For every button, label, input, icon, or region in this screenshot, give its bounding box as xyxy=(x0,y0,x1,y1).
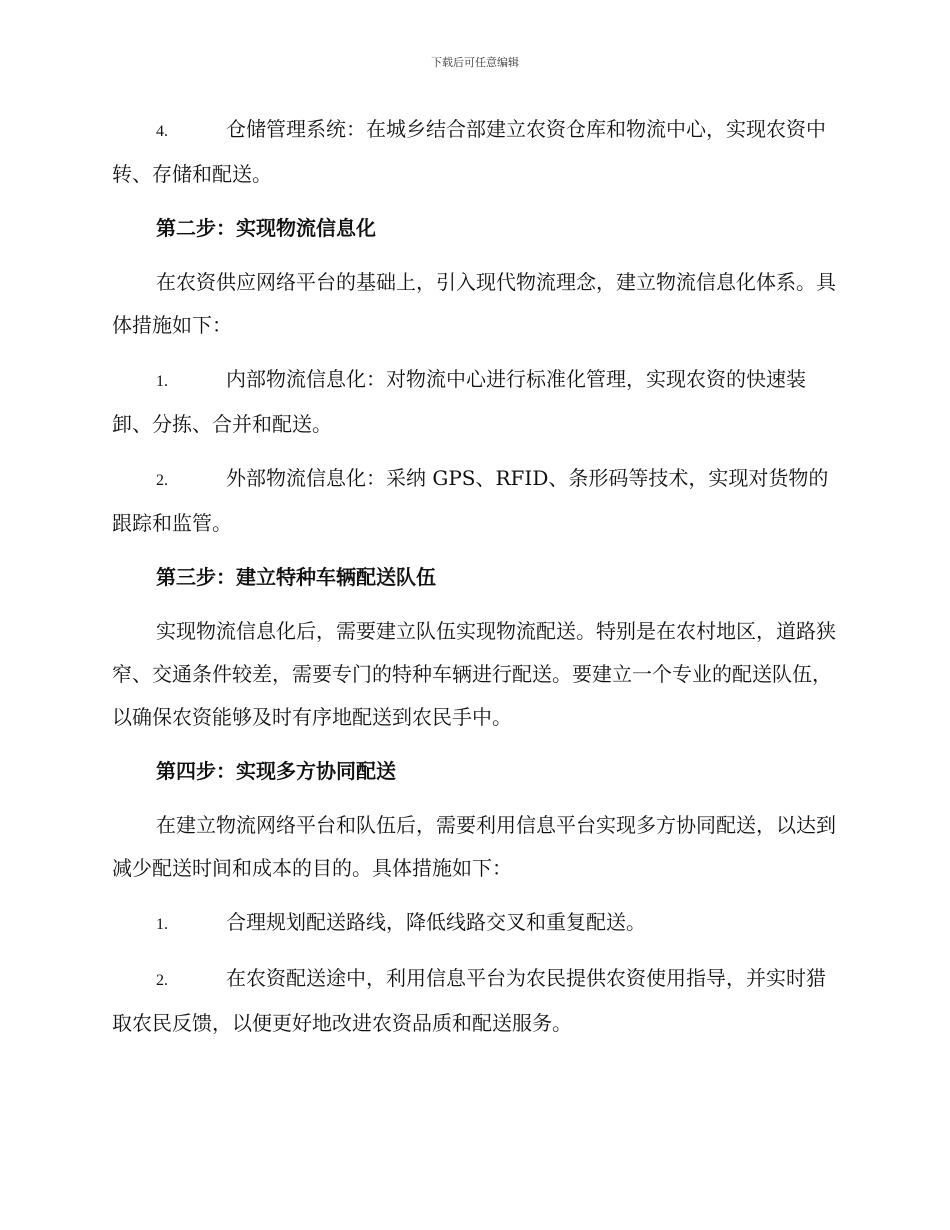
list-item-internal-logistics xyxy=(112,358,838,446)
list-number: 2. xyxy=(156,472,168,489)
list-text: 在农资配送途中，利用信息平台为农民提供农资使用指导，并实时猎取农民反馈，以便更好地改进农资品质和配送服务。 xyxy=(112,966,826,1035)
list-item-external-logistics xyxy=(112,457,838,545)
list-item-storage xyxy=(112,108,838,196)
list-text: 内部物流信息化：对物流中心进行标准化管理，实现农资的快速装卸、分拣、合并和配送。 xyxy=(112,367,806,436)
section-heading-step2: 第二步：实现物流信息化 xyxy=(156,216,376,240)
paragraph-step4-intro: 在建立物流网络平台和队伍后，需要利用信息平台实现多方协同配送，以达到减少配送时间和成本的目的。具体措施如下： xyxy=(112,813,836,880)
paragraph-step2-intro: 在农资供应网络平台的基础上，引入现代物流理念，建立物流信息化体系。具体措施如下： xyxy=(112,270,836,337)
list-item-feedback xyxy=(112,957,838,1045)
list-text: 仓储管理系统：在城乡结合部建立农资仓库和物流中心，实现农资中转、存储和配送。 xyxy=(112,117,826,186)
page-header: 下载后可任意编辑 xyxy=(431,56,519,69)
section-heading-step4: 第四步：实现多方协同配送 xyxy=(156,759,396,783)
section-heading-step3: 第三步：建立特种车辆配送队伍 xyxy=(156,565,436,589)
list-number: 2. xyxy=(156,972,168,989)
list-text: 外部物流信息化：采纳 GPS、RFID、条形码等技术，实现对货物的跟踪和监管。 xyxy=(112,466,829,535)
list-number: 1. xyxy=(156,373,168,390)
list-number: 4. xyxy=(156,123,168,140)
list-number: 1. xyxy=(156,916,168,933)
list-text: 合理规划配送路线，降低线路交叉和重复配送。 xyxy=(226,910,646,934)
document-body xyxy=(112,108,838,1056)
list-item-route-planning xyxy=(112,901,838,946)
paragraph-step3: 实现物流信息化后，需要建立队伍实现物流配送。特别是在农村地区，道路狭窄、交通条件较差，需要专门的特种车辆进行配送。要建立一个专业的配送队伍，以确保农资能够及时有序地配送到农民手中。 xyxy=(112,619,836,729)
